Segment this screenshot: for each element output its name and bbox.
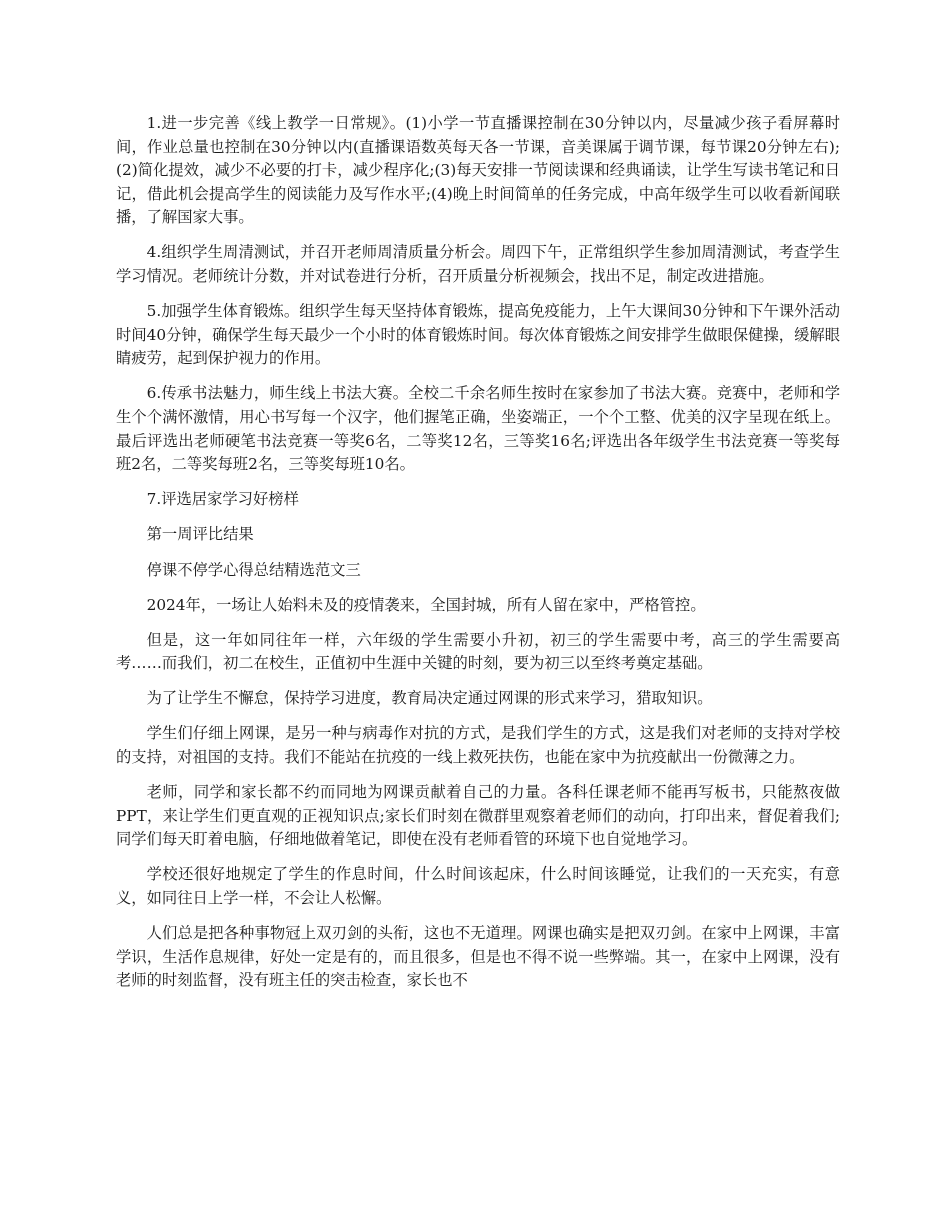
- paragraph-9: 但是，这一年如同往年一样，六年级的学生需要小升初，初三的学生需要中考，高三的学生需要高考……而我们，初二在校生，正值初中生涯中关键的时刻，要为初三以至终考奠定基础。: [116, 630, 840, 673]
- paragraph-5: 7.评选居家学习好榜样: [146, 490, 299, 509]
- paragraph-2: 4.组织学生周清测试，并召开老师周清质量分析会。周四下午，正常组织学生参加周清测试，考查学生学习情况。老师统计分数，并对试卷进行分析，召开质量分析视频会，找出不足，制定改进措施。: [116, 243, 840, 286]
- paragraph-10: 为了让学生不懈怠，保持学习进度，教育局决定通过网课的形式来学习，猎取知识。: [146, 689, 713, 708]
- paragraph-4: 6.传承书法魅力，师生线上书法大赛。全校二千余名师生按时在家参加了书法大赛。竞赛中，老师和学生个个满怀激情，用心书写每一个汉字，他们握笔正确，坐姿端正，一个个工整、优美的汉字呈现在纸上。最后评选出老师硬笔书法竞赛一等奖6名，二等奖12名，三等奖16名;评选出各年级学生书法竞赛一等奖每班2名，二等奖每班2名，三等奖每班10名。: [116, 384, 840, 474]
- paragraph-3: 5.加强学生体育锻炼。组织学生每天坚持体育锻炼，提高免疫能力，上午大课间30分钟和下午课外活动时间40分钟，确保学生每天最少一个小时的体育锻炼时间。每次体育锻炼之间安排学生做眼保健操，缓解眼睛疲劳，起到保护视力的作用。: [116, 302, 840, 368]
- paragraph-11: 学生们仔细上网课，是另一种与病毒作对抗的方式，是我们学生的方式，这是我们对老师的支持对学校的支持，对祖国的支持。我们不能站在抗疫的一线上救死扶伤，也能在家中为抗疫献出一份微薄之力。: [116, 724, 840, 767]
- paragraph-6: 第一周评比结果: [146, 525, 254, 544]
- paragraph-8: 2024年，一场让人始料未及的疫情袭来，全国封城，所有人留在家中，严格管控。: [146, 595, 706, 614]
- document-body: [116, 112, 840, 1004]
- paragraph-12: 老师，同学和家长都不约而同地为网课贡献着自己的力量。各科任课老师不能再写板书，只能熬夜做PPT，来让学生们更直观的正视知识点;家长们时刻在微群里观察着老师们的动向，打印出来，督促着我们;同学们每天盯着电脑，仔细地做着笔记，即使在没有老师看管的环境下也自觉地学习。: [116, 783, 840, 849]
- paragraph-13: 学校还很好地规定了学生的作息时间，什么时间该起床，什么时间该睡觉，让我们的一天充实，有意义，如同往日上学一样，不会让人松懈。: [116, 865, 840, 908]
- paragraph-14: 人们总是把各种事物冠上双刃剑的头衔，这也不无道理。网课也确实是把双刃剑。在家中上网课，丰富学识，生活作息规律，好处一定是有的，而且很多，但是也不得不说一些弊端。其一，在家中上网课，没有老师的时刻监督，没有班主任的突击检查，家长也不: [116, 924, 840, 990]
- section-heading: 停课不停学心得总结精选范文三: [146, 560, 361, 579]
- paragraph-1: 1.进一步完善《线上教学一日常规》。(1)小学一节直播课控制在30分钟以内，尽量减少孩子看屏幕时间，作业总量也控制在30分钟以内(直播课语数英每天各一节课，音美课属于调节课，每节课20分钟左右);(2)简化提效，减少不必要的打卡，减少程序化;(3)每天安排一节阅读课和经典诵读，让学生写读书笔记和日记，借此机会提高学生的阅读能力及写作水平;(4)晚上时间简单的任务完成，中高年级学生可以收看新闻联播，了解国家大事。: [116, 114, 840, 227]
